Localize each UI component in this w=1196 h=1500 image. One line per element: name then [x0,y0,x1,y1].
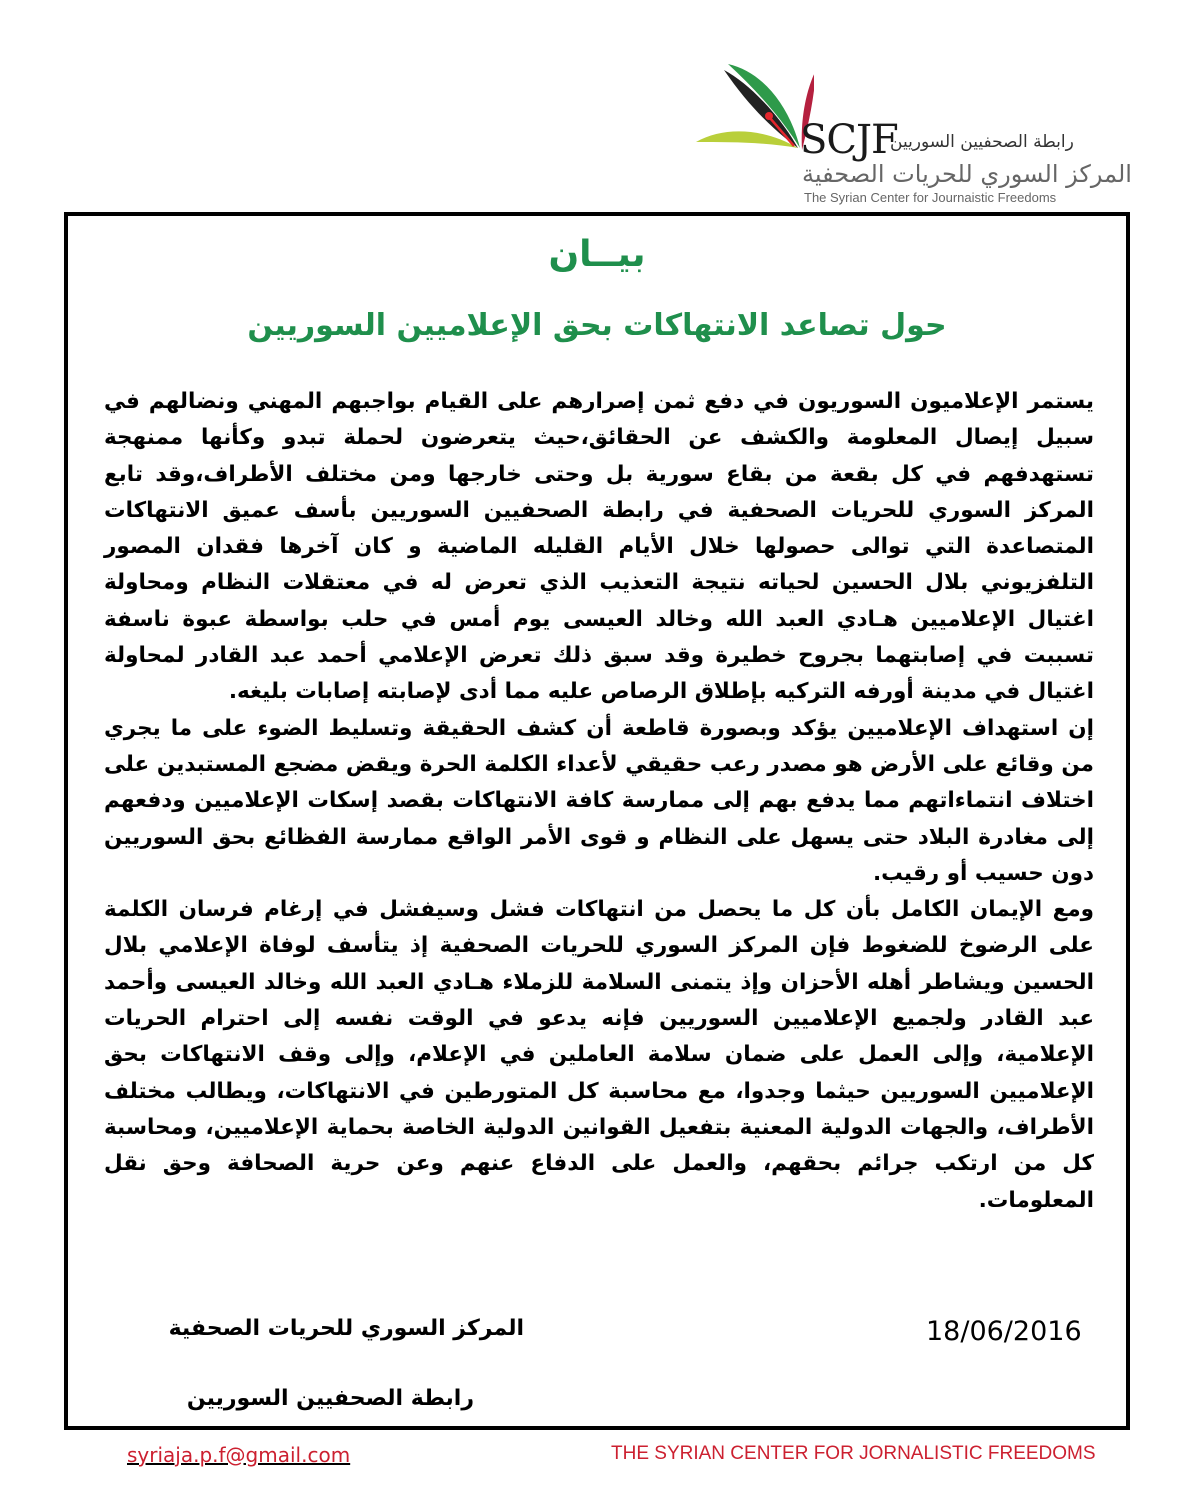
statement-frame [64,212,1130,1430]
signature-league: رابطة الصحفيين السوريين [186,1386,474,1411]
paragraph: إن استهداف الإعلاميين يؤكد وبصورة قاطعة أن كشف الحقيقة وتسليط الضوء على ما يجري من وقائع على الأرض هو مصدر رعب حقيقي لأعداء الكلمة الحرة ويقض مضجع المستبدين على اختلاف انتماءاتهم مما يدفع بهم إلى ممارسة كافة الانتهاكات بقصد إسكات الإعلاميين ودفعهم إلى مغادرة البلاد حتى يسهل على النظام و قوى الأمر الواقع ممارسة الفظائع بحق السوريين دون حسيب أو رقيب. [104,715,1094,886]
statement-body [104,384,1094,1219]
scjf-logo [694,50,1132,205]
logo-arabic-line1: رابطة الصحفيين السوريين [890,132,1074,152]
statement-subtitle: حول تصاعد الانتهاكات بحق الإعلاميين السوريين [247,308,947,343]
footer-organization: THE SYRIAN CENTER FOR JORNALISTIC FREEDOMS [611,1443,1096,1464]
statement-date: 18/06/2016 [926,1316,1082,1347]
footer-email-link[interactable]: syriaja.p.f@gmail.com [127,1443,351,1467]
paragraph: ومع الإيمان الكامل بأن كل ما يحصل من انتهاكات فشل وسيفشل في إرغام فرسان الكلمة على الرضوخ للضغوط فإن المركز السوري للحريات الصحفية إذ يتأسف لوفاة الإعلامي بلال الحسين ويشاطر أهله الأحزان وإذ يتمنى السلامة للزملاء هـادي العبد الله وخالد العيسى وأحمد عبد القادر ولجميع الإعلاميين السوريين فإنه يدعو في الوقت نفسه إلى احترام الحريات الإعلامية، وإلى العمل على ضمان سلامة العاملين في الإعلام، وإلى وقف الانتهاكات بحق الإعلاميين السوريين حيثما وجدوا، مع محاسبة كل المتورطين في الانتهاكات، ويطالب مختلف الأطراف، والجهات الدولية المعنية بتفعيل القوانين الدولية الخاصة بحماية الإعلاميين، ومحاسبة كل من ارتكب جرائم بحقهم، والعمل على الدفاع عنهم وعن حرية الصحافة وحق نقل المعلومات. [104,897,1094,1213]
logo-arabic-line2: المركز السوري للحريات الصحفية [802,160,1132,188]
logo-emblem-icon [694,50,814,160]
logo-acronym: SCJF [800,117,898,163]
logo-english-line: The Syrian Center for Journaistic Freedoms [804,190,1057,205]
statement-title: بيــان [548,234,646,275]
paragraph: يستمر الإعلاميون السوريون في دفع ثمن إصرارهم على القيام بواجبهم المهني ونضالهم في سبيل إيصال المعلومة والكشف عن الحقائق،حيث يتعرضون لحملة تبدو وكأنها ممنهجة تستهدفهم في كل بقعة من بقاع سورية بل وحتى خارجها ومن مختلف الأطراف،وقد تابع المركز السوري للحريات الصحفية في رابطة الصحفيين السوريين بأسف عميق الانتهاكات المتصاعدة التي توالى حصولها خلال الأيام القليله الماضية و كان آخرها فقدان المصور التلفزيوني بلال الحسين لحياته نتيجة التعذيب الذي تعرض له في معتقلات النظام ومحاولة اغتيال الإعلاميين هـادي العبد الله وخالد العيسى يوم أمس في حلب بواسطة عبوة ناسفة تسببت في إصابتهما بجروح خطيرة وقد سبق ذلك تعرض الإعلامي أحمد عبد القادر لمحاولة اغتيال في مدينة أورفه التركيه بإطلاق الرصاص عليه مما أدى لإصابته إصابات بليغه. [104,389,1094,705]
signature-center: المركز السوري للحريات الصحفية [168,1316,524,1341]
